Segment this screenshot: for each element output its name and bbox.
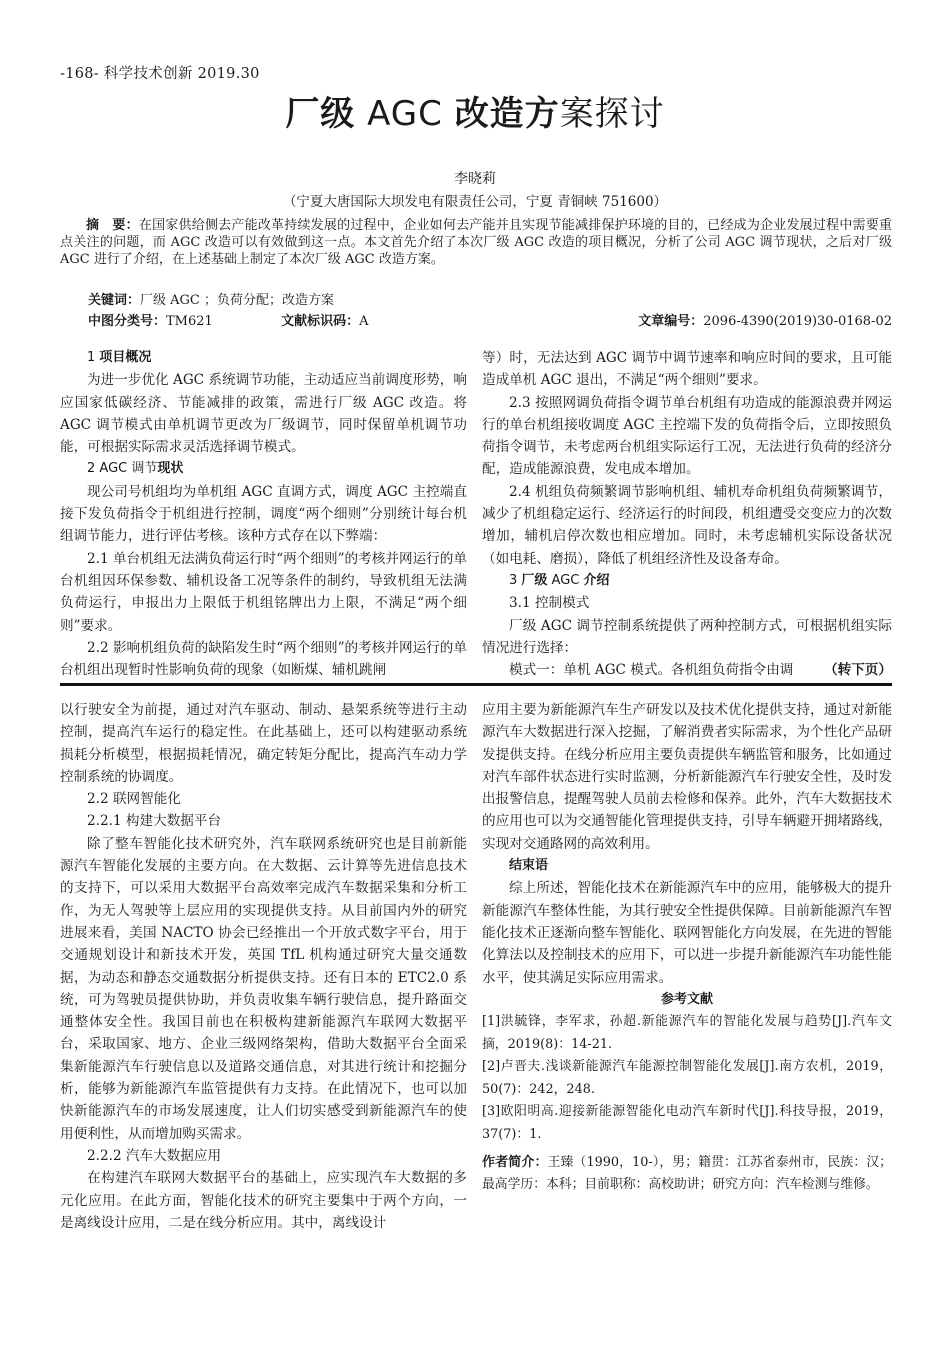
upper-right-paragraph: 模式一：单机 AGC 模式。各机组负荷指令由调 （转下页） — [482, 659, 892, 681]
upper-right-paragraph: 3.1 控制模式 — [509, 595, 590, 612]
upper-right-column — [482, 347, 892, 681]
clc-value: TM621 — [166, 314, 213, 329]
references-title: 参考文献 — [660, 991, 713, 1007]
section-heading: 2 AGC 调节现状 — [87, 461, 184, 477]
lower-right-paragraphs-paragraph: 综上所述，智能化技术在新能源汽车中的应用，能够极大的提升新能源汽车整体性能，为其行驶安全性提供保障。目前新能源汽车智能化技术正逐渐向整车智能化、联网智能化方向发展，在先进的智能化算法以及控制技术的应用下，可以进一步提升新能源汽车功能性能水平，使其满足实际应用需求。 — [482, 880, 892, 986]
title-part-4: 案探讨 — [559, 94, 665, 134]
reference-item: [1]洪毓锋，李军求，孙超.新能源汽车的智能化发展与趋势[J].汽车文摘，2019(8)：14-21. — [482, 1014, 892, 1052]
title-part-2: AGC — [355, 94, 455, 134]
lower-left-paragraph: 在构建汽车联网大数据平台的基础上，应实现汽车大数据的多元化应用。在此方面，智能化技术的研究主要集中于两个方向，一是离线设计应用，二是在线分析应用。其中，离线设计 — [60, 1170, 467, 1231]
classification-line — [88, 310, 892, 329]
author-bio — [482, 1152, 892, 1197]
keywords — [88, 289, 334, 308]
upper-left-paragraph: 2.1 单台机组无法满负荷运行时“两个细则”的考核并网运行的单台机组因环保参数、辅机设备工况等条件的制约，导致机组无法满负荷运行，申报出力上限低于机组铭牌出力上限，不满足“两个细则”要求。 — [60, 550, 467, 634]
doc-code-value: A — [359, 314, 369, 329]
abstract-text: 在国家供给侧去产能改革持续发展的过程中，企业如何去产能并且实现节能减排保护环境的目的，已经成为企业发展过程中需要重点关注的问题，而 AGC 改造可以有效做到这一点。本文首先介绍了本次厂级 AGC 改造的项目概况，分析了公司 AGC 调节现状，之后对厂级 AGC 进行了介绍，在上述基础上制定了本次厂级 AGC 改造方案。 — [60, 218, 892, 267]
section-heading: 1 项目概况 — [87, 350, 152, 365]
continued-note: （转下页） — [824, 662, 892, 679]
title-part-3: 改造方 — [454, 94, 560, 134]
lower-left-paragraph: 2.2 联网智能化 — [87, 791, 181, 808]
upper-right-paragraph: 等）时，无法达到 AGC 调节中调节速率和响应时间的要求，且可能造成单机 AGC 退出，不满足“两个细则”要求。 — [482, 350, 892, 389]
author-name: 李晓莉 — [454, 171, 496, 187]
lower-left-column — [60, 699, 467, 1234]
reference-item: [2]卢晋夫.浅谈新能源汽车能源控制智能化发展[J].南方农机，2019，50(7)：242，248. — [482, 1059, 892, 1097]
upper-right-paragraph: 厂级 AGC 调节控制系统提供了两种控制方式，可根据机组实际情况进行选择： — [482, 617, 892, 656]
upper-right-paragraph: 2.3 按照网调负荷指令调节单台机组有功造成的能源浪费并网运行的单台机组接收调度 AGC 主控端下发的负荷指令后，立即按照负荷指令调节，未考虑两台机组实际运行工况，无法进行负荷的经济分配，造成能源浪费，发电成本增加。 — [482, 394, 892, 478]
keywords-text: 厂级 AGC ；负荷分配；改造方案 — [140, 293, 335, 308]
doc-code-label: 文献标识码： — [281, 314, 360, 329]
author-bio-text: 王臻（1990，10-），男；籍贯：江苏省泰州市，民族：汉；最高学历：本科；目前职称：高校助讲；研究方向：汽车检测与维修。 — [482, 1155, 892, 1193]
clc-label: 中图分类号： — [88, 314, 167, 329]
references-list — [482, 1011, 892, 1146]
upper-left-column — [60, 347, 467, 681]
article-id-label: 文章编号： — [638, 314, 704, 329]
upper-left-paragraph: 现公司号机组均为单机组 AGC 直调方式，调度 AGC 主控端直接下发负荷指令于机组进行控制，调度“两个细则”分别统计每台机组调节能力，进行评估考核。该种方式存在以下弊端： — [60, 483, 467, 545]
upper-right-paragraph: 2.4 机组负荷频繁调节影响机组、辅机寿命机组负荷频繁调节，减少了机组稳定运行、经济运行的时间段，机组遭受交变应力的次数增加，辅机启停次数也相应增加。同时，未考虑辅机实际设备状况（如电耗、磨损），降低了机组经济性及设备寿命。 — [482, 483, 892, 567]
lower-left-paragraph: 除了整车智能化技术研究外，汽车联网系统研究也是目前新能源汽车智能化发展的主要方向。在大数据、云计算等先进信息技术的支持下，可以采用大数据平台高效率完成汽车数据采集和分析工作，为无人驾驶等上层应用的实现提供支持。从目前国内外的研究进展来看，美国 NACTO 协会已经推出一个开放式数字平台，用于交通规划设计和新技术开发，英国 TfL 机构通过研究大量交通数据，为动态和静态交通数据分析提供支持。还有日本的 ETC2.0 系统，可为驾驶员提供协助，并负责收集车辆行驶信息，提升路面交通整体安全性。我国目前也在积极构建新能源汽车联网大数据平台，采取国家、地方、企业三级网络架构，借助大数据平台全面采集新能源汽车行驶信息以及道路交通信息，对其进行统计和挖掘分析，能够为新能源汽车监管提供有力支持。在此情况下，也可以加快新能源汽车的市场发展速度，让人们切实感受到新能源汽车的使用便利性，从而增加购买需求。 — [60, 835, 467, 1142]
section-heading: 结束语 — [509, 858, 549, 874]
author-bio-label: 作者简介： — [482, 1155, 548, 1171]
abstract-label: 摘 要： — [86, 218, 139, 233]
keywords-label: 关键词： — [88, 293, 141, 308]
author-affiliation: （宁夏大唐国际大坝发电有限责任公司，宁夏 青铜峡 751600） — [282, 194, 668, 210]
lower-right-paragraphs-paragraph: 应用主要为新能源汽车生产研发以及技术优化提供支持，通过对新能源汽车大数据进行深入挖掘，了解消费者实际需求，为个性化产品研发提供支持。在线分析应用主要负责提供车辆监管和服务，比如通过对汽车部件状态进行实时监测，分析新能源汽车行驶安全性，及时发出报警信息，提醒驾驶人员前去检修和保养。此外，汽车大数据技术的应用也可以为交通智能化管理提供支持，引导车辆避开拥堵路线，实现对交通路网的高效利用。 — [482, 702, 892, 852]
section-heading: 3 厂级 AGC 介绍 — [509, 572, 610, 588]
reference-item: [3]欧阳明高.迎接新能源智能化电动汽车新时代[J].科技导报，2019，37(7)：1. — [482, 1104, 892, 1142]
lower-left-paragraph: 2.2.2 汽车大数据应用 — [87, 1147, 222, 1164]
upper-left-paragraph: 为进一步优化 AGC 系统调节功能，主动适应当前调度形势，响应国家低碳经济、节能减排的政策，需进行厂级 AGC 改造。将 AGC 调节模式由单机调节更改为厂级调节，同时保留单机调节功能，可根据实际需求灵活选择调节模式。 — [60, 372, 467, 456]
title-part-1: 厂级 — [285, 94, 356, 134]
page-header: -168- 科学技术创新 2019.30 — [60, 66, 260, 82]
article-title — [0, 86, 950, 135]
lower-right-paragraphs — [482, 699, 892, 989]
abstract — [60, 217, 892, 268]
upper-left-paragraph: 2.2 影响机组负荷的缺陷发生时“两个细则”的考核并网运行的单台机组出现暂时性影响负荷的现象（如断煤、辅机跳闸 — [60, 639, 467, 679]
lower-left-paragraph: 2.2.1 构建大数据平台 — [87, 813, 222, 830]
section-divider — [60, 683, 892, 686]
article-id-value: 2096-4390(2019)30-0168-02 — [703, 314, 892, 329]
lower-left-paragraph: 以行驶安全为前提，通过对汽车驱动、制动、悬架系统等进行主动控制，提高汽车运行的稳定性。在此基础上，还可以构建驱动系统损耗分析模型，根据损耗情况，确定转矩分配比，提高汽车动力学控制系统的协调度。 — [60, 702, 467, 785]
lower-right-column — [482, 699, 892, 1197]
